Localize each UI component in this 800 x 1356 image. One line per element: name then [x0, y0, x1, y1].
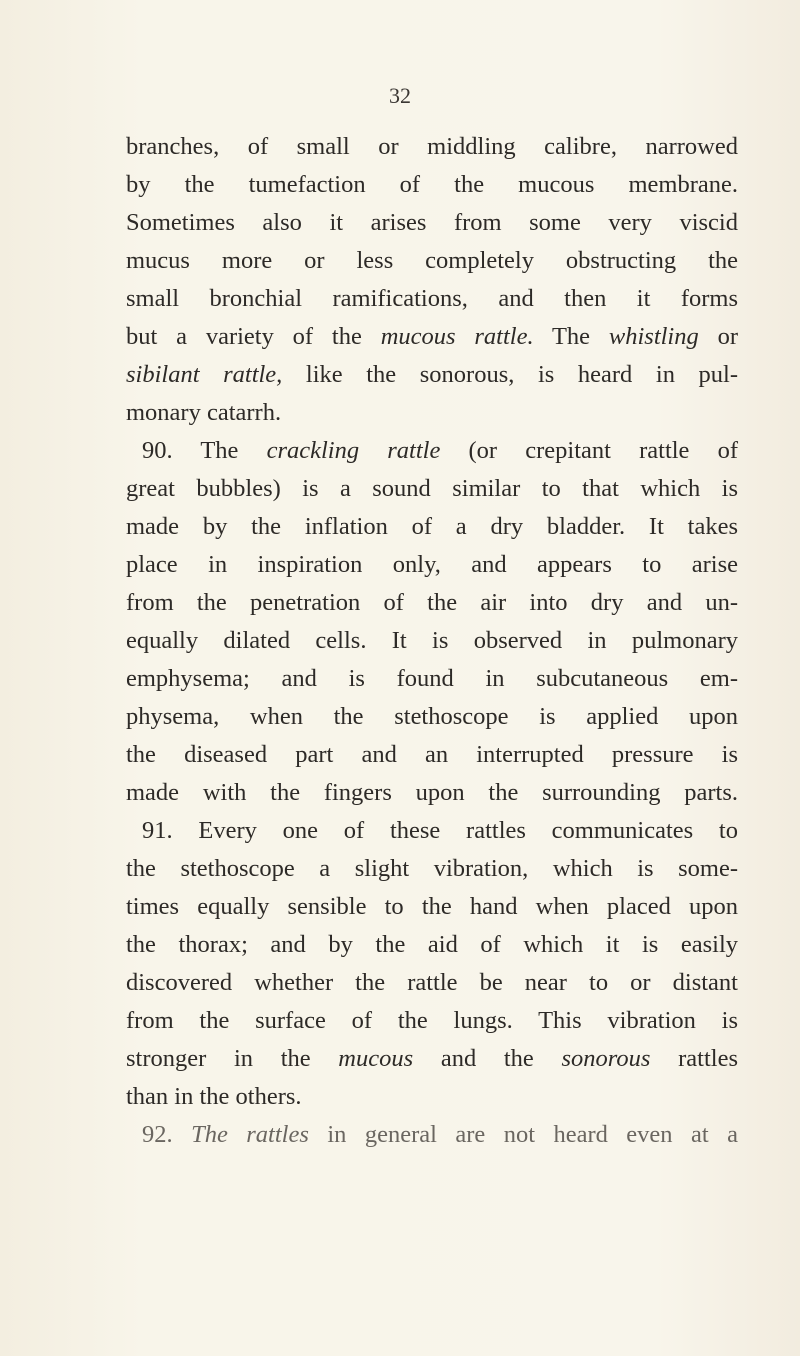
text-segment: 91. Every one of these rattles communicates to — [142, 817, 738, 844]
text-line — [126, 812, 738, 850]
text-segment: or — [698, 323, 738, 350]
text-segment: times equally sensible to the hand when placed upon — [126, 893, 738, 920]
text-segment: stronger in the — [126, 1045, 339, 1072]
text-segment: The — [533, 323, 609, 350]
text-line — [126, 204, 738, 242]
text-segment: by the tumefaction of the mucous membrane. — [126, 171, 738, 198]
text-segment: small bronchial ramifications, and then it forms — [126, 285, 738, 312]
text-segment: rattles — [650, 1045, 738, 1072]
text-line — [126, 660, 738, 698]
italic-term: crackling rattle — [266, 437, 441, 464]
text-line — [126, 1116, 738, 1154]
text-line — [126, 1040, 738, 1078]
text-segment: equally dilated cells. It is observed in pulmonary — [126, 627, 738, 654]
text-line — [126, 698, 738, 736]
text-line — [126, 774, 738, 812]
paragraph-number: 92. — [142, 1121, 192, 1148]
text-line — [126, 1078, 738, 1116]
text-segment: and the — [413, 1045, 562, 1072]
text-line — [126, 736, 738, 774]
italic-term: mucous — [338, 1045, 414, 1072]
text-segment: monary catarrh. — [126, 399, 282, 426]
italic-term: sibilant rattle, — [126, 361, 283, 388]
text-line — [126, 356, 738, 394]
text-segment: the thorax; and by the aid of which it is easily — [126, 931, 738, 958]
text-line — [126, 888, 738, 926]
text-segment: physema, when the stethoscope is applied upon — [126, 703, 738, 730]
text-segment: (or crepitant rattle of — [440, 437, 738, 464]
text-segment: like the sonorous, is heard in pul- — [282, 361, 738, 388]
text-line — [126, 584, 738, 622]
text-line — [126, 394, 738, 432]
italic-term: sonorous — [561, 1045, 651, 1072]
text-line — [126, 964, 738, 1002]
text-line — [126, 850, 738, 888]
text-line — [126, 546, 738, 584]
text-line — [126, 508, 738, 546]
text-line — [126, 1002, 738, 1040]
italic-term: The rattles — [191, 1121, 309, 1148]
text-line — [126, 926, 738, 964]
text-segment: made by the inflation of a dry bladder. It takes — [126, 513, 738, 540]
text-segment: discovered whether the rattle be near to or distant — [126, 969, 738, 996]
text-segment: mucus more or less completely obstructing the — [126, 247, 738, 274]
text-segment: but a variety of the — [126, 323, 381, 350]
text-line — [126, 432, 738, 470]
text-segment: than in the others. — [126, 1083, 302, 1110]
italic-term: whistling — [608, 323, 699, 350]
paragraph-number: 90. The — [142, 437, 267, 464]
text-segment: the diseased part and an interrupted pressure is — [126, 741, 738, 768]
text-segment: the stethoscope a slight vibration, which is some- — [126, 855, 738, 882]
body-text — [126, 128, 738, 1154]
text-segment: emphysema; and is found in subcutaneous em- — [126, 665, 738, 692]
text-line — [126, 280, 738, 318]
text-line — [126, 128, 738, 166]
text-line — [126, 166, 738, 204]
text-segment: in general are not heard even at a — [308, 1121, 738, 1148]
text-line — [126, 622, 738, 660]
italic-term: mucous rattle. — [380, 323, 534, 350]
text-segment: place in inspiration only, and appears to arise — [126, 551, 738, 578]
text-line — [126, 242, 738, 280]
text-line — [126, 318, 738, 356]
text-segment: Sometimes also it arises from some very viscid — [126, 209, 738, 236]
text-segment: from the penetration of the air into dry and un- — [126, 589, 738, 616]
page-number: 32 — [389, 83, 411, 108]
text-segment: branches, of small or middling calibre, narrowed — [126, 133, 738, 160]
text-segment: great bubbles) is a sound similar to that which is — [126, 475, 738, 502]
text-segment: made with the fingers upon the surrounding parts. — [126, 779, 738, 806]
text-segment: from the surface of the lungs. This vibration is — [126, 1007, 738, 1034]
text-line — [126, 470, 738, 508]
